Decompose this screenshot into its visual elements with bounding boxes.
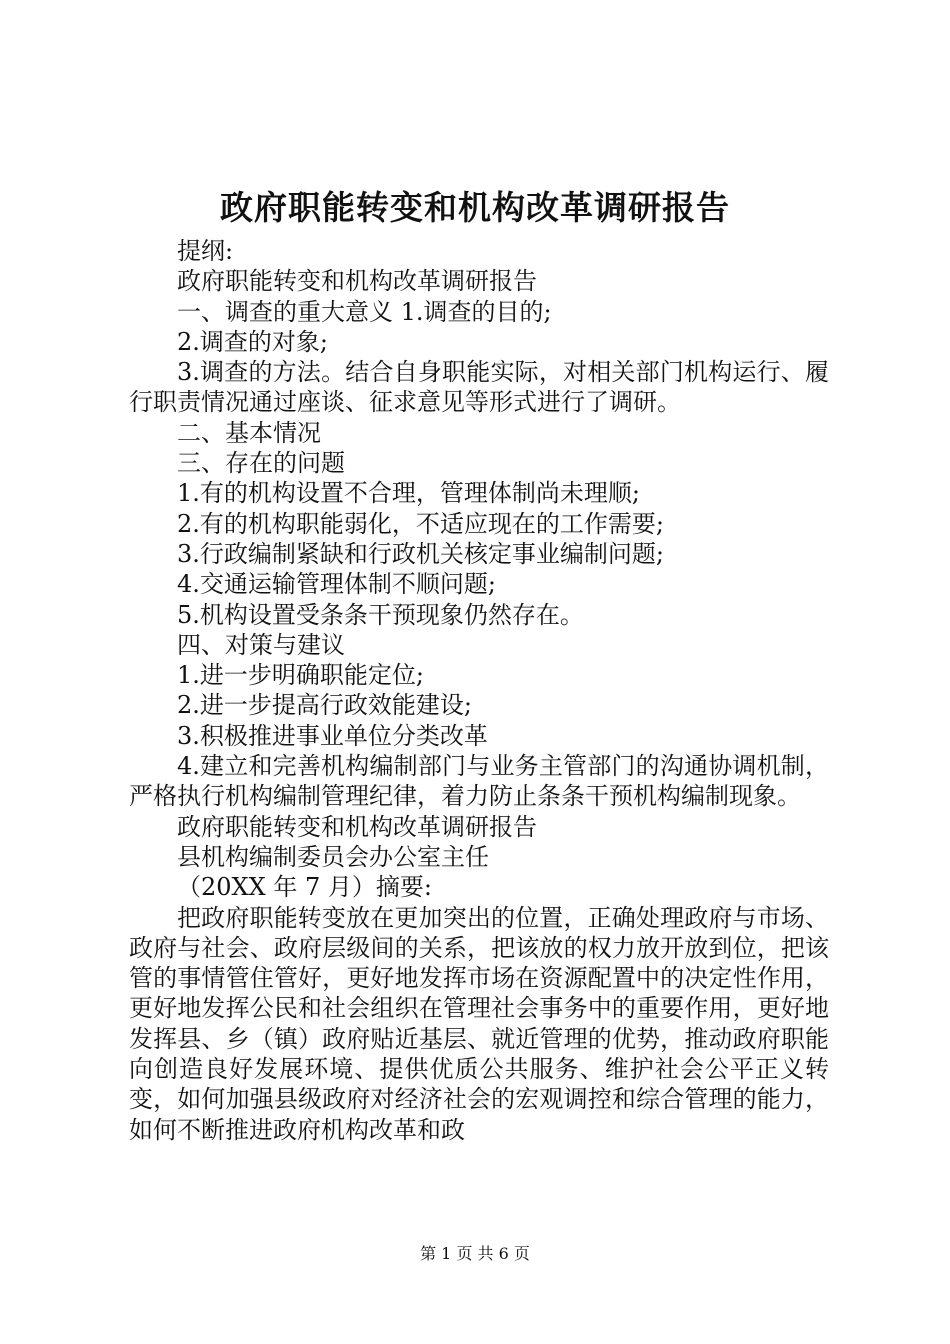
paragraph: （20XX 年 7 月）摘要: [177,873,432,902]
paragraph: 提纲: [177,237,234,265]
paragraph: 3.行政编制紧缺和行政机关核定事业编制问题; [177,539,664,568]
paragraph: 1.进一步明确职能定位; [177,661,424,690]
paragraph: 政府职能转变和机构改革调研报告 [177,267,537,296]
paragraph: 5.机构设置受条条干预现象仍然存在。 [177,600,584,629]
document-body [129,236,829,1145]
paragraph: 把政府职能转变放在更加突出的位置，正确处理政府与市场、政府与社会、政府层级间的关系，把该放的权力放开放到位，把该管的事情管住管好，更好地发挥市场在资源配置中的决定性作用，更好地发挥公民和社会组织在管理社会事务中的重要作用，更好地发挥县、乡（镇）政府贴近基层、就近管理的优势，推动政府职能向创造良好发展环境、提供优质公共服务、维护社会公平正义转变，如何加强县级政府对经济社会的宏观调控和综合管理的能力，如何不断推进政府机构改革和政 [129,903,829,1144]
paragraph: 1.有的机构设置不合理，管理体制尚未理顺; [177,479,640,508]
paragraph: 2.有的机构职能弱化，不适应现在的工作需要; [177,509,664,538]
paragraph: 县机构编制委员会办公室主任 [177,842,489,871]
paragraph: 三、存在的问题 [177,449,345,478]
paragraph: 一、调查的重大意义 1.调查的目的; [177,297,552,326]
paragraph: 2.调查的对象; [177,327,328,356]
paragraph: 4.建立和完善机构编制部门与业务主管部门的沟通协调机制，严格执行机构编制管理纪律，着力防止条条干预机构编制现象。 [129,752,829,811]
page-number-footer: 第 1 页 共 6 页 [420,1244,530,1263]
paragraph: 4.交通运输管理体制不顺问题; [177,570,496,599]
paragraph: 2.进一步提高行政效能建设; [177,691,472,720]
paragraph: 3.调查的方法。结合自身职能实际，对相关部门机构运行、履行职责情况通过座谈、征求意见等形式进行了调研。 [129,358,829,417]
document-title: 政府职能转变和机构改革调研报告 [220,188,730,227]
paragraph: 四、对策与建议 [177,630,345,659]
paragraph: 政府职能转变和机构改革调研报告 [177,812,537,841]
paragraph: 二、基本情况 [177,418,321,447]
paragraph: 3.积极推进事业单位分类改革 [177,721,488,750]
